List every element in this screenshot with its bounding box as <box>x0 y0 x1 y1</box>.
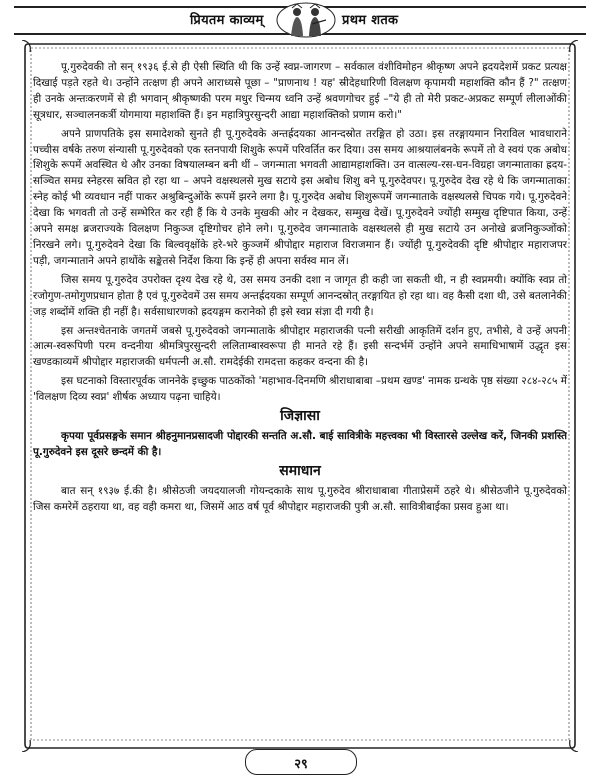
inquiry-text: कृपया पूर्वप्रसङ्गके समान श्रीहनुमानप्रसादजी पोद्दारकी सन्तति अ.सौ. बाई सावित्रीके महत्त्वका भी विस्तारसे उल्लेख करें, जिनकी प्रशस्ति पू.गुरुदेवने इस दूसरे छन्दमें की है। <box>33 429 567 458</box>
paragraph-4: इस अन्तश्चेतनाके जगतमें जबसे पू.गुरुदेवको जगन्माताके श्रीपोद्दार महाराजकी पत्नी सरीखी आकृतिमें दर्शन हुए, तभीसे, वे उन्हें अपनी आत्म-स्वरूपिणी परम वन्दनीया श्रीमत्रिपुरसुन्दरी ललिताम्बास्वरूपा ही मानते रहे हैं। इसी सन्दर्भमें उन्होंने अपने समाधिभाषामें उद्धृत इस खण्डकाव्यमें श्रीपोद्दार महाराजकी धर्मपत्नी अ.सौ. रामदेईकी रामदत्ता कहकर वन्दना की है। <box>33 324 567 369</box>
page-body <box>33 60 567 740</box>
radha-krishna-emblem-icon <box>276 2 336 38</box>
answer-text: बात सन् १९३७ ई.की है। श्रीसेठजी जयदयालजी गोयन्दकाके साथ पू.गुरुदेव श्रीराधाबाबा गीताप्रेसमें ठहरे थे। श्रीसेठजीने पू.गुरुदेवको जिस कमरेमें ठहराया था, वह वही कमरा था, जिसमें आठ वर्ष पूर्व श्रीपोद्दार महाराजकी पुत्री अ.सौ. सावित्रीबाईका प्रसव हुआ था। <box>33 484 567 513</box>
page-number: २९ <box>294 757 308 772</box>
section-title: प्रथम शतक <box>342 13 399 28</box>
paragraph-3: जिस समय पू.गुरुदेव उपरोक्त दृश्य देख रहे थे, उस समय उनकी दशा न जागृत ही कही जा सकती थी, न ही स्वप्नमयी। क्योंकि स्वप्न तो रजोगुण-तमोगुणप्रधान होता है एवं पू.गुरुदेवमें उस समय अन्तर्ह्रदयका सम्पूर्ण आनन्दस्रोत् तरङ्गायित हो रहा था। वह कैसी दशा थी, उसे बतलानेकी जड़ शब्दोंमें शक्ति ही नहीं है। सर्वसाधारणको ह्रदयङ्गम करानेको ही इसे स्वप्न संज्ञा दी गयी है। <box>33 273 567 318</box>
book-title: प्रियतम काव्यम् <box>190 13 264 28</box>
paragraph-2: अपने प्राणपतिके इस समादेशको सुनते ही पू.गुरुदेवके अन्तर्ह्रदयका आनन्दस्रोत तरङ्गित हो उठा। इस तरङ्गायमान निराविल भावधाराने पच्चीस वर्षके तरुण संन्यासी पू.गुरुदेवको एक स्तनपायी शिशुके रूपमें परिवर्तित कर दिया। उस समय आश्रयालंबनके रूपमें तो वे स्वयं एक अबोध शिशुके रूपमें अवस्थित थे और उनका विषयालम्बन बनी थीं – जगन्माता भगवती आद्यामहाशक्ति। उन वात्सल्य-रस-घन-विग्रहा जगन्माताका ह्रदय-सञ्चित समग्र स्नेहरस स्रवित हो रहा था – अपने वक्षस्थलसे मुख सटाये इस अबोध शिशु बने पू.गुरुदेवपर। पू.गुरुदेव देख रहे थे कि जगन्माताका स्नेह कोई भी व्यवधान नहीं पाकर अश्रुबिन्दुओंके रूपमें झरने लगा है। पू.गुरुदेव अबोध शिशुरूपमें जगन्माताके वक्षस्थलसे चिपक गये। पू.गुरुदेवने देखा कि भगवती तो उन्हें सम्भेरित कर रही हैं कि ये उनके मुखकी ओर न देखकर, सम्मुख देखें। पू.गुरुदेवने ज्योंही सम्मुख दृष्टिपात किया, उन्हें अपने समक्ष ब्रजराज्यके विलक्षण निकुञ्ज दृष्टिगोचर होने लगे। पू.गुरुदेव जगन्माताके वक्षस्थलसे ही मुख सटाये उन अनोखे ब्रजनिकुञ्जोंको निरखने लगे। पू.गुरुदेवने देखा कि बिल्ववृक्षोंके हरे-भरे कुञ्जमें श्रीपोद्दार महाराज विराजमान हैं। ज्योंही पू.गुरुदेवकी दृष्टि श्रीपोद्दार महाराजपर पड़ी, जगन्माताने अपने हाथोंके सङ्केतसे निर्देश किया कि इन्हें ही अपना सर्वस्व मान लें। <box>33 127 567 267</box>
inquiry-heading: जिज्ञासा <box>280 408 320 425</box>
paragraph-5: इस घटनाको विस्तारपूर्वक जाननेके इच्छुक पाठकोंको 'महाभाव-दिनमणि श्रीराधाबाबा –प्रथम खण्ड' नामक ग्रन्थके पृष्ठ संख्या २८४-२८५ में 'विलक्षण दिव्य स्वप्न' शीर्षक अध्याय पढ़ना चाहिये। <box>33 375 567 404</box>
page-number-badge <box>245 749 357 775</box>
paragraph-1: पू.गुरुदेवकी तो सन् १९३६ ई.से ही ऐसी स्थिति थी कि उन्हें स्वप्न-जागरण – सर्वकाल वंशीविमोहन श्रीकृष्ण अपने ह्रदयदेशमें प्रकट प्रत्यक्ष दिखाई पड़ते रहते थे। उन्होंने तत्क्षण ही अपने आराध्यसे पूछा – "प्राणनाथ ! यह' स्रीदेहधारिणी विलक्षण कृपामयी महाशक्ति कौन हैं ?" तत्क्षण ही उनके अन्तःकरणमें से ही भगवान् श्रीकृष्णकी परम मधुर चिन्मय ध्वनि उन्हें श्रवणगोचर हुई –"ये ही तो मेरी प्रकट-अप्रकट सम्पूर्ण लीलाओंकी सूत्रधार, सञ्चालनकर्त्री योगमाया महाशक्ति हैं। इन महात्रिपुरसुन्दरी आद्या महाशक्तिको प्रणाम करो।" <box>33 61 567 121</box>
answer-heading: समाधान <box>279 462 321 479</box>
